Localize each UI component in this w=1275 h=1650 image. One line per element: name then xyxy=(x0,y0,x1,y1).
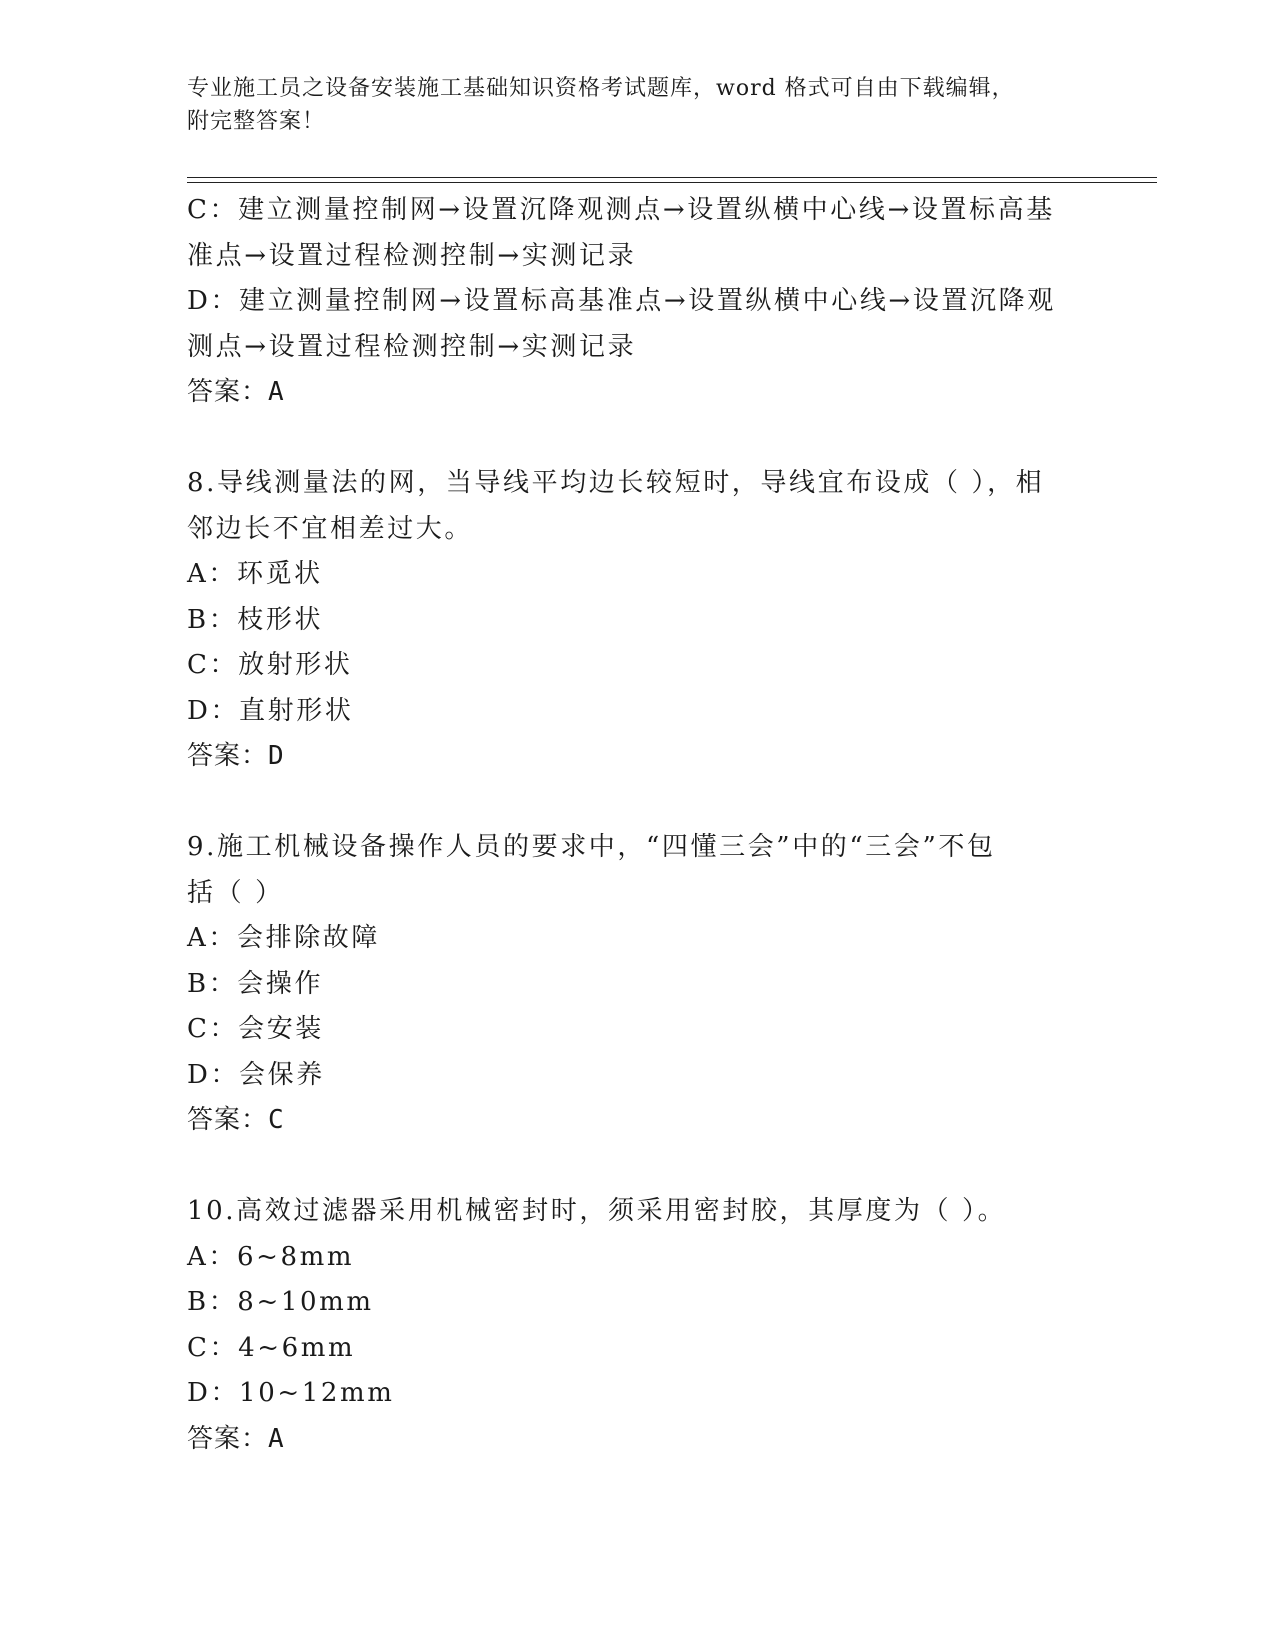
option-d: D：10~12mm xyxy=(187,1378,395,1408)
option-d: D：会保养 xyxy=(187,1059,325,1090)
question-10 xyxy=(187,1189,1067,1462)
question-9 xyxy=(187,825,1067,1144)
option-c: C：会安装 xyxy=(187,1014,324,1044)
answer-value: C xyxy=(268,1105,284,1135)
option-c-line-1: C：建立测量控制网→设置沉降观测点→设置纵横中心线→设置标高基 xyxy=(187,195,1055,225)
answer-value: A xyxy=(268,1423,284,1454)
answer-label: 答案： xyxy=(187,741,269,771)
spacer xyxy=(187,416,1067,462)
option-b: B：会操作 xyxy=(187,968,324,999)
question-8 xyxy=(187,461,1067,780)
question-stem: 10.高效过滤器采用机械密封时，须采用密封胶，其厚度为（ ）。 xyxy=(187,1196,1007,1226)
header-rule-bottom xyxy=(187,182,1157,183)
answer-label: 答案： xyxy=(187,377,269,407)
option-d: D：直射形状 xyxy=(187,695,354,726)
option-b: B：枝形状 xyxy=(187,604,324,635)
option-d-line-1: D：建立测量控制网→设置标高基准点→设置纵横中心线→设置沉降观 xyxy=(187,286,1056,316)
answer-line xyxy=(187,1417,1067,1463)
option-c-line-2: 准点→设置过程检测控制→实测记录 xyxy=(187,240,637,271)
option-a: A：会排除故障 xyxy=(187,923,380,953)
answer-line xyxy=(187,370,1067,416)
option-b: B：8~10mm xyxy=(187,1287,374,1317)
document-header xyxy=(187,72,1047,138)
answer-line xyxy=(187,734,1067,780)
answer-line xyxy=(187,1098,1067,1144)
question-stem-line-2: 邻边长不宜相差过大。 xyxy=(187,513,474,544)
option-d-line-2: 测点→设置过程检测控制→实测记录 xyxy=(187,331,637,362)
answer-label: 答案： xyxy=(187,1423,269,1454)
answer-value: D xyxy=(268,741,284,771)
answer-label: 答案： xyxy=(187,1105,269,1135)
spacer xyxy=(187,780,1067,826)
header-line-2: 附完整答案！ xyxy=(187,109,326,134)
question-list xyxy=(187,188,1067,1462)
question-stem-line-1: 8.导线测量法的网，当导线平均边长较短时，导线宜布设成（ ），相 xyxy=(187,468,1045,498)
question-stem-line-1: 9.施工机械设备操作人员的要求中，“四懂三会”中的“三会”不包 xyxy=(187,832,996,862)
question-7 xyxy=(187,188,1067,416)
option-c: C：4~6mm xyxy=(187,1332,356,1363)
header-line-1: 专业施工员之设备安装施工基础知识资格考试题库，word 格式可自由下载编辑， xyxy=(187,76,1015,101)
spacer xyxy=(187,1144,1067,1190)
option-c: C：放射形状 xyxy=(187,650,353,680)
option-a: A：6~8mm xyxy=(187,1241,355,1272)
header-rule-top xyxy=(187,177,1157,178)
option-a: A：环觅状 xyxy=(187,559,323,589)
question-stem-line-2: 括（ ） xyxy=(187,877,284,908)
answer-value: A xyxy=(268,377,284,407)
